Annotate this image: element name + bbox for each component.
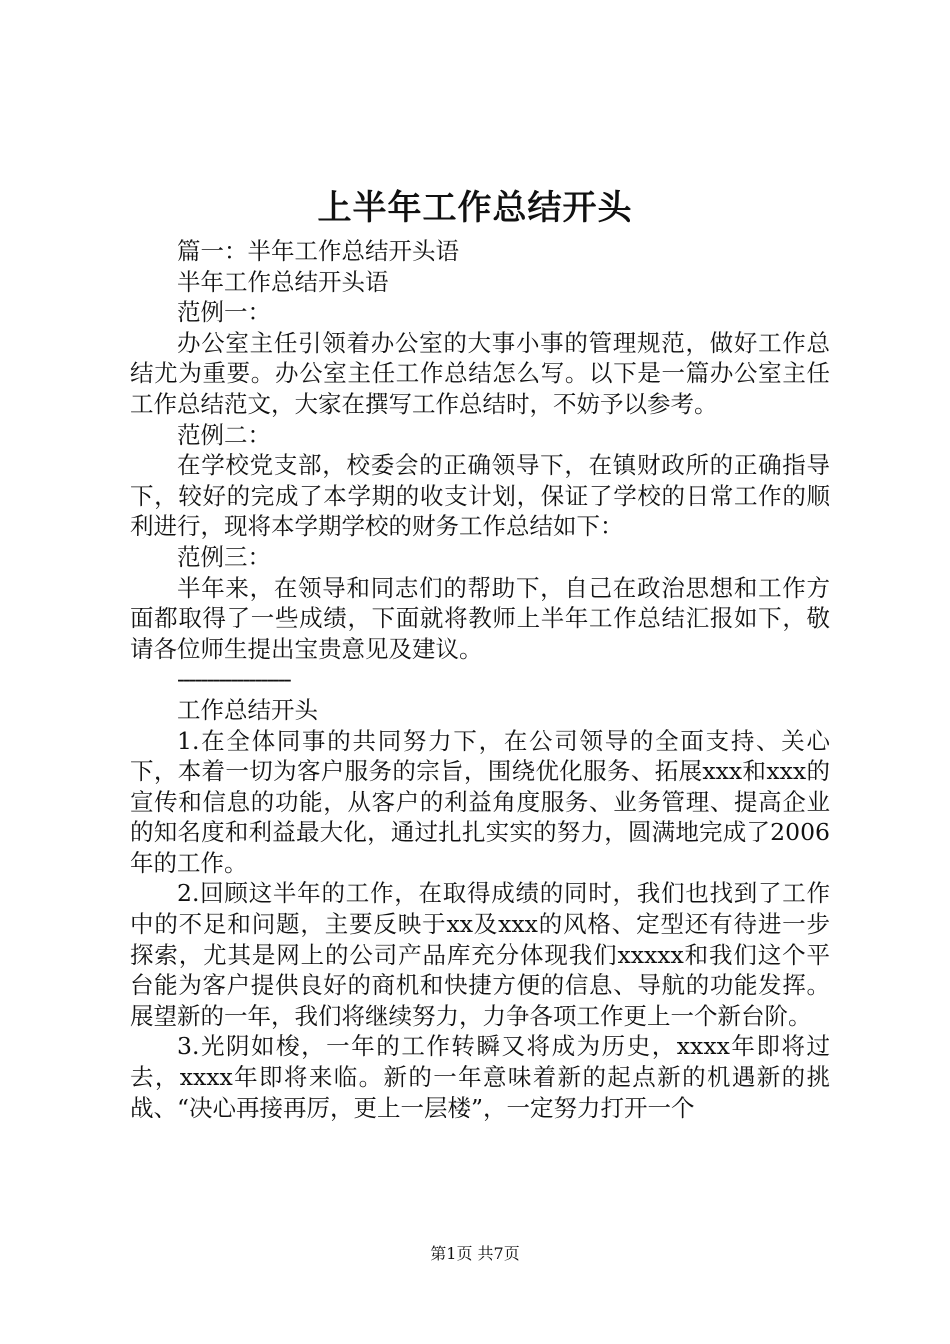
- paragraph: 办公室主任引领着办公室的大事小事的管理规范，做好工作总结尤为重要。办公室主任工作总结怎么写。以下是一篇办公室主任工作总结范文，大家在撰写工作总结时，不妨予以参考。: [130, 328, 830, 418]
- paragraph: 在学校党支部，校委会的正确领导下，在镇财政所的正确指导下，较好的完成了本学期的收支计划，保证了学校的日常工作的顺利进行，现将本学期学校的财务工作总结如下：: [130, 451, 830, 541]
- paragraph: 3.光阴如梭，一年的工作转瞬又将成为历史，xxxx年即将过去，xxxx年即将来临。新的一年意味着新的起点新的机遇新的挑战、“决心再接再厉，更上一层楼”，一定努力打开一个: [130, 1032, 830, 1122]
- paragraph: 1.在全体同事的共同努力下，在公司领导的全面支持、关心下，本着一切为客户服务的宗旨，围绕优化服务、拓展xxx和xxx的宣传和信息的功能，从客户的利益角度服务、业务管理、提高企业的知名度和利益最大化，通过扎扎实实的努力，圆满地完成了2006年的工作。: [130, 726, 830, 877]
- paragraph: 2.回顾这半年的工作，在取得成绩的同时，我们也找到了工作中的不足和问题，主要反映于xx及xxx的风格、定型还有待进一步探索，尤其是网上的公司产品库充分体现我们xxxxx和我们这个平台能为客户提供良好的商机和快捷方便的信息、导航的功能发挥。展望新的一年，我们将继续努力，力争各项工作更上一个新台阶。: [130, 879, 830, 1030]
- separator-line: -------------------: [177, 665, 290, 694]
- example-label: 范例二：: [177, 420, 271, 449]
- document-body: [130, 236, 830, 1123]
- section-heading: 篇一：半年工作总结开头语: [177, 237, 459, 265]
- example-label: 范例三：: [177, 542, 271, 571]
- example-label: 范例一：: [177, 298, 271, 327]
- document-title: 上半年工作总结开头: [317, 188, 633, 228]
- page-footer: 第1页 共7页: [430, 1244, 520, 1263]
- paragraph: 半年来，在领导和同志们的帮助下，自己在政治思想和工作方面都取得了一些成绩，下面就将教师上半年工作总结汇报如下，敬请各位师生提出宝贵意见及建议。: [130, 573, 830, 663]
- subheading: 半年工作总结开头语: [177, 267, 389, 296]
- subheading: 工作总结开头: [177, 695, 318, 724]
